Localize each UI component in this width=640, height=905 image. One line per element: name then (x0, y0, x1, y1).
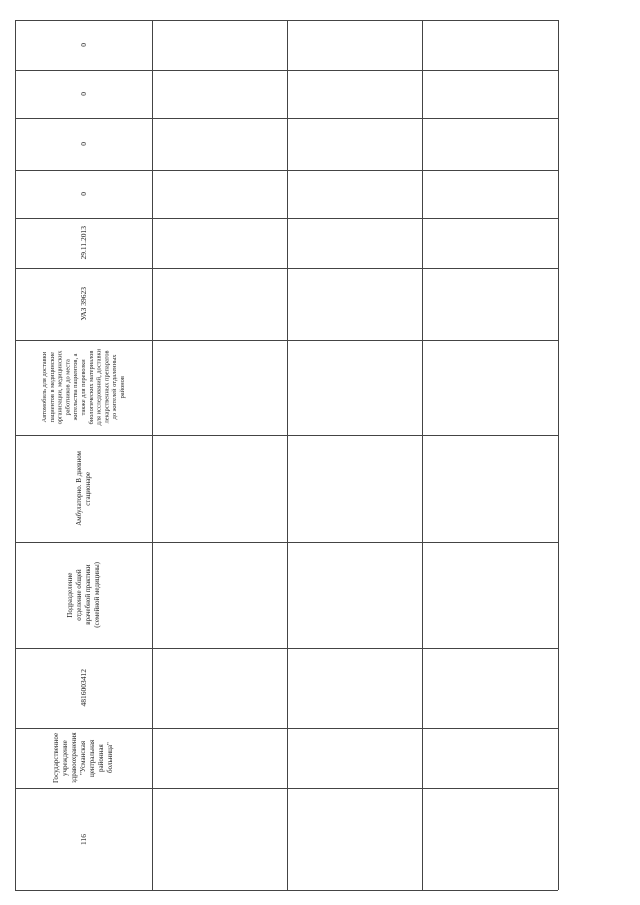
table-cell-no (16, 789, 151, 889)
cell-text-c3: 0 (79, 92, 88, 96)
table-vertical-rule (152, 20, 153, 890)
table-cell-org (16, 729, 151, 787)
table-cell-code (16, 649, 151, 727)
table-vertical-rule (287, 20, 288, 890)
table-horizontal-rule (15, 890, 558, 891)
cell-text-c1: 0 (79, 192, 88, 196)
table-cell-date (16, 219, 151, 267)
cell-text-code: 4816003412 (79, 669, 88, 707)
cell-text-c4: 0 (79, 43, 88, 47)
table-vertical-rule (422, 20, 423, 890)
cell-text-model: УАЗ 39623 (79, 287, 88, 321)
table-vertical-rule (558, 20, 559, 890)
table-cell-purpose (16, 341, 151, 434)
cell-text-no: 116 (79, 833, 88, 845)
table-cell-care (16, 436, 151, 541)
table-cell-c4 (16, 21, 151, 69)
cell-text-c2: 0 (79, 142, 88, 146)
table-cell-c2 (16, 119, 151, 169)
cell-text-date: 29.11.2013 (79, 226, 88, 260)
table-cell-c3 (16, 71, 151, 117)
table-cell-model (16, 269, 151, 339)
table-cell-c1 (16, 171, 151, 217)
cell-text-purpose: Автомобиль для доставки пациентов в медицинские организации, медицинских работников до места жительства пациентов, а также для перевозки биологических материалов для исследований, доставки лекарственных препаратов до жителей отдаленных районов (40, 349, 126, 426)
cell-text-unit: Подразделение отделение общей врачебной практики (семейной медицины) (65, 562, 101, 628)
table-cell-unit (16, 543, 151, 647)
cell-text-care: Амбулаторно. В дневном стационаре (74, 451, 92, 526)
cell-text-org: Государственное учреждение здравоохранения "Усманская центральная районная больница" (52, 732, 114, 784)
